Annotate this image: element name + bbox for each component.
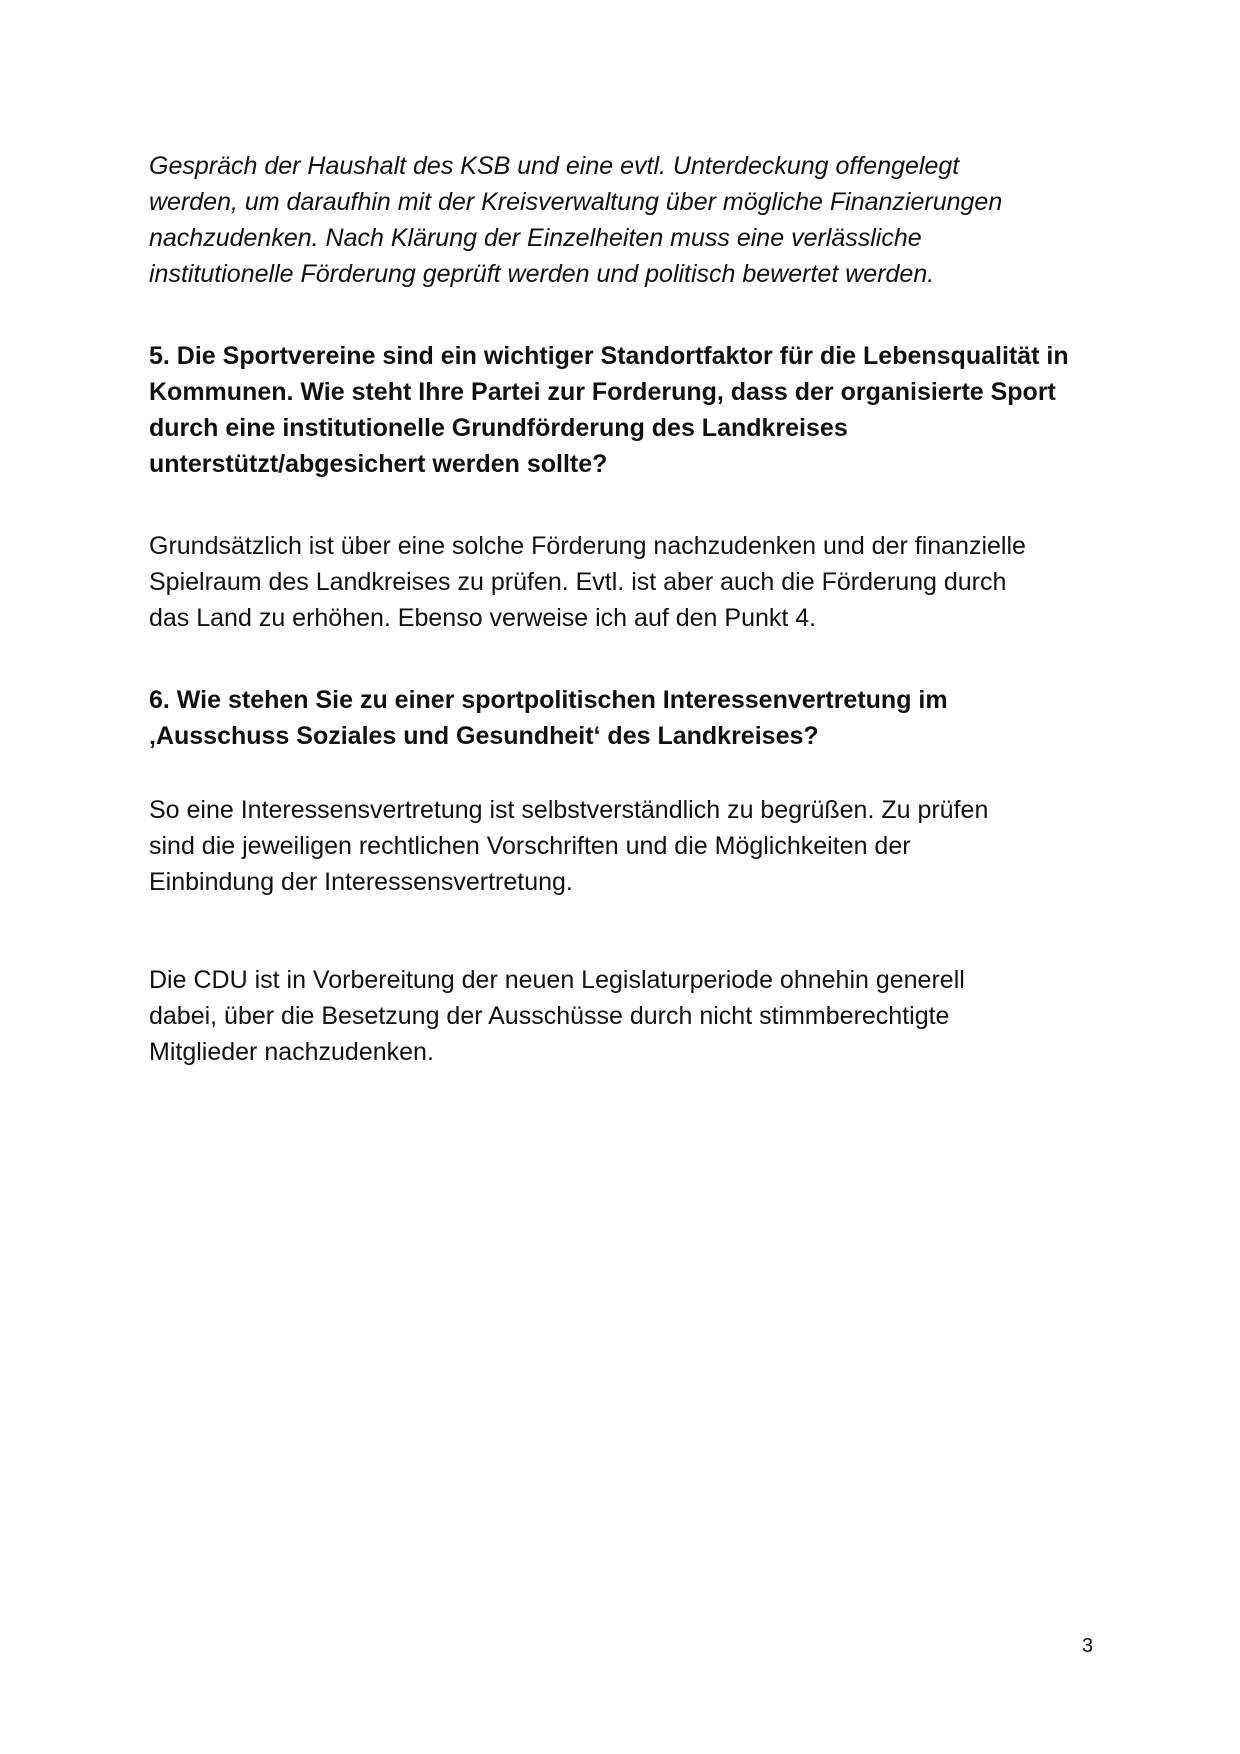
answer-6-line: Einbindung der Interessensvertretung. — [149, 868, 573, 896]
question-6-line: ‚Ausschuss Soziales und Gesundheit‘ des Landkreises? — [149, 722, 819, 750]
spacer — [149, 900, 1109, 962]
spacer — [149, 482, 1109, 528]
closing-line: Die CDU ist in Vorbereitung der neuen Legislaturperiode ohnehin generell — [149, 966, 965, 994]
closing-line: dabei, über die Besetzung der Ausschüsse durch nicht stimmberechtigte — [149, 1002, 950, 1030]
page-content — [149, 148, 1109, 1070]
answer-6 — [149, 792, 1109, 900]
spacer — [149, 636, 1109, 682]
question-6 — [149, 682, 1109, 754]
spacer — [149, 292, 1109, 338]
intro-line: Gespräch der Haushalt des KSB und eine evtl. Unterdeckung offengelegt — [149, 152, 960, 180]
answer-6-line: So eine Interessensvertretung ist selbstverständlich zu begrüßen. Zu prüfen — [149, 796, 989, 824]
question-5-line: Kommunen. Wie steht Ihre Partei zur Forderung, dass der organisierte Sport — [149, 378, 1056, 406]
closing-paragraph — [149, 962, 1109, 1070]
question-5-line: 5. Die Sportvereine sind ein wichtiger Standortfaktor für die Lebensqualität in — [149, 342, 1069, 370]
answer-5-line: das Land zu erhöhen. Ebenso verweise ich auf den Punkt 4. — [149, 604, 817, 632]
answer-5-line: Spielraum des Landkreises zu prüfen. Evtl. ist aber auch die Förderung durch — [149, 568, 1007, 596]
spacer — [149, 754, 1109, 792]
intro-line: institutionelle Förderung geprüft werden und politisch bewertet werden. — [149, 260, 935, 288]
question-5-line: durch eine institutionelle Grundförderung des Landkreises — [149, 414, 848, 442]
question-5-line: unterstützt/abgesichert werden sollte? — [149, 450, 608, 478]
answer-5-line: Grundsätzlich ist über eine solche Förderung nachzudenken und der finanzielle — [149, 532, 1026, 560]
page-number: 3 — [1082, 1635, 1094, 1657]
intro-line: werden, um daraufhin mit der Kreisverwaltung über mögliche Finanzierungen — [149, 188, 1003, 216]
answer-5 — [149, 528, 1109, 636]
question-6-line: 6. Wie stehen Sie zu einer sportpolitischen Interessenvertretung im — [149, 686, 948, 714]
intro-paragraph — [149, 148, 1109, 292]
question-5 — [149, 338, 1109, 482]
intro-line: nachzudenken. Nach Klärung der Einzelheiten muss eine verlässliche — [149, 224, 922, 252]
closing-line: Mitglieder nachzudenken. — [149, 1038, 434, 1066]
answer-6-line: sind die jeweiligen rechtlichen Vorschriften und die Möglichkeiten der — [149, 832, 911, 860]
